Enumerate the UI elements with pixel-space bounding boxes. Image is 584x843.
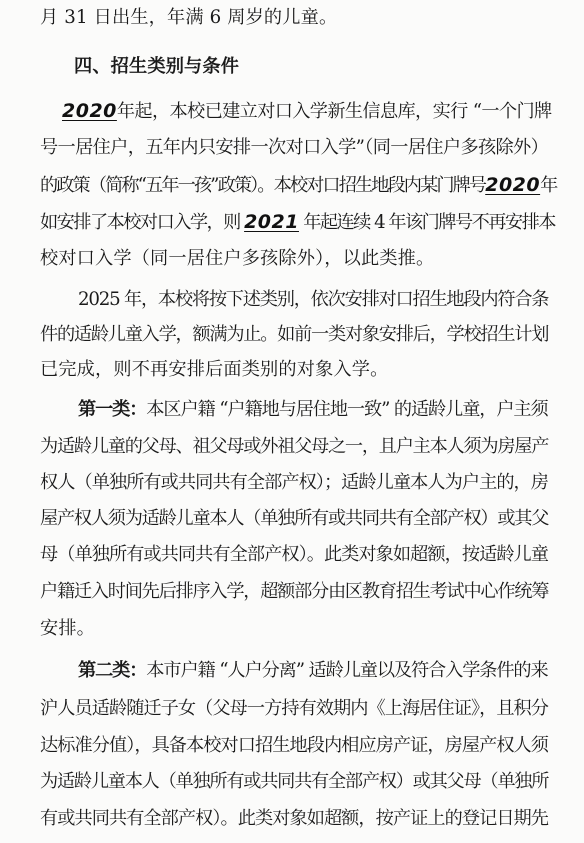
handwritten-year: 2020 — [485, 174, 541, 196]
text-line-22: 有或共同共有全部产权）。此类对象如超额，按产证上的登记日期先 — [40, 808, 549, 829]
text-line-8: 2025 年，本校将按下述类别，依次安排对口招生地段内符合条 — [78, 289, 549, 310]
text-line-10: 已完成，则不再安排后面类别的对象入学。 — [40, 359, 389, 380]
text-line-16: 户籍迁入时间先后排序入学，超额部分由区教育招生考试中心作统筹 — [40, 581, 549, 602]
text-line-1: 月 31 日出生，年满 6 周岁的儿童。 — [40, 7, 338, 28]
text-line-7: 校对口入学（同一居住户多孩除外），以此类推。 — [40, 248, 435, 269]
section-heading: 四、招生类别与条件 — [74, 56, 240, 77]
text-line-21: 为适龄儿童本人（单独所有或共同共有全部产权）或其父母（单独所 — [40, 771, 549, 792]
text-line-14: 屋产权人须为适龄儿童本人（单独所有或共同共有全部产权）或其父 — [40, 508, 549, 529]
text-line-17: 安排。 — [40, 618, 96, 639]
text-line-6: 如安排了本校对口入学，则 2021 年起连续 4 年该门牌号不再安排本 — [40, 211, 555, 233]
text-line-13: 权人（单独所有或共同共有全部产权）；适龄儿童本人为户主的，房 — [40, 472, 549, 493]
handwritten-year: 2020 — [62, 100, 117, 122]
text-line-3: 2020年起，本校已建立对口入学新生信息库，实行 “一个门牌 — [62, 100, 552, 122]
text-line-20: 达标准分值），具备本校对口招生地段内相应房产证，房屋产权人须 — [40, 735, 549, 756]
text-line-12: 为适龄儿童的父母、祖父母或外祖父母之一，且户主本人须为房屋产 — [40, 436, 549, 457]
handwritten-year: 2021 — [244, 211, 299, 233]
category-two-label: 第二类： — [78, 660, 147, 681]
category-one-label: 第一类： — [78, 399, 147, 420]
text-line-9: 件的适龄儿童入学，额满为止。如前一类对象安排后，学校招生计划 — [40, 324, 549, 345]
text-line-5: 的政策（简称“五年一孩”政策）。本校对口招生地段内某门牌号2020年 — [40, 174, 557, 196]
text-line-19: 沪人员适龄随迁子女（父母一方持有效期内《上海居住证》，且积分 — [40, 698, 549, 719]
text-line-15: 母（单独所有或共同共有全部产权）。此类对象如超额，按适龄儿童 — [40, 544, 549, 565]
category-one-line: 第一类：本区户籍 “户籍地与居住地一致” 的适龄儿童，户主须 — [78, 399, 548, 420]
text-line-4: 号一居住户，五年内只安排一次对口入学”（同一居住户多孩除外） — [40, 137, 549, 158]
category-two-line: 第二类：本市户籍 “人户分离” 适龄儿童以及符合入学条件的来 — [78, 660, 548, 681]
